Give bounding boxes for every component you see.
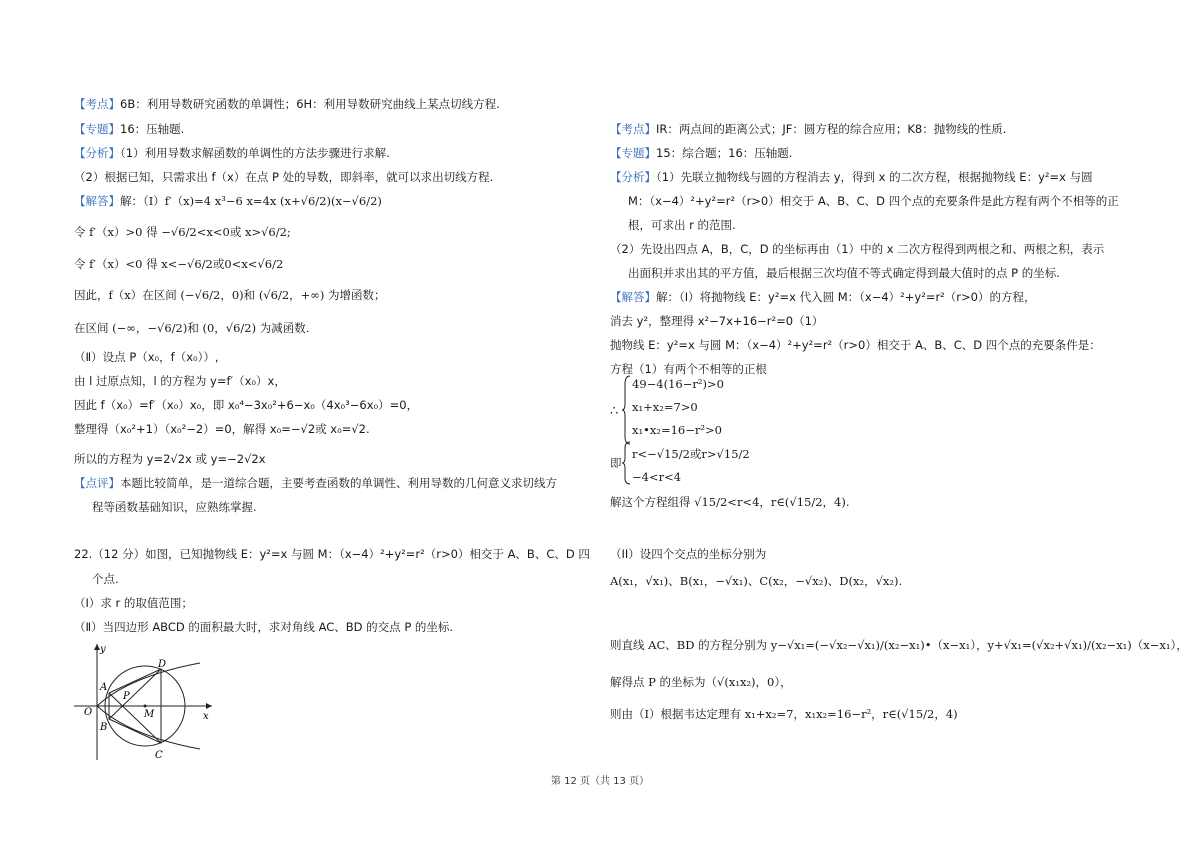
jieda-text-7: 由 l 过原点知，l 的方程为 y=f′（x₀）x， [74, 374, 286, 388]
system-2-eq-2: −4<r<4 [632, 470, 682, 484]
zhuanti-tag: 【专题】 [610, 146, 656, 160]
page-footer: 第 12 页（共 13 页） [550, 776, 650, 787]
question-22-part-1: （Ⅰ）求 r 的取值范围； [74, 596, 193, 610]
figure-label-b: B [100, 722, 108, 733]
fenxi-text-2: M：（x−4）²+y²=r²（r>0）相交于 A、B、C、D 四个点的充要条件是此方程有两个不相等的正 [628, 194, 1119, 208]
jieda-text-10: 所以的方程为 y=2√2x 或 y=−2√2x [74, 452, 266, 466]
dianping-tag: 【点评】 [74, 476, 120, 490]
fenxi-text-1: （1）利用导数求解函数的单调性的方法步骤进行求解. [120, 146, 390, 160]
zhuanti-text: 15：综合题；16：压轴题. [656, 146, 793, 160]
jieda-text-5: 在区间 (−∞，−√6/2)和 (0，√6/2) 为减函数. [74, 321, 310, 335]
zhuanti-line-right [610, 145, 792, 161]
figure-label-d: D [158, 659, 167, 670]
question-22-line-1: 22.（12 分）如图，已知抛物线 E：y²=x 与圆 M：（x−4）²+y²=r²（r>0）相交于 A、B、C、D 四 [74, 547, 590, 561]
jieda-line-left [74, 193, 382, 209]
jieda-text-8: 因此 f（x₀）=f′（x₀）x₀，即 x₀⁴−3x₀²+6−x₀（4x₀³−6x₀）=0， [74, 398, 419, 412]
kaodian-line-right [610, 121, 1006, 137]
jieda-tag: 【解答】 [74, 194, 120, 208]
system-1-eq-1: 49−4(16−r²)>0 [632, 377, 724, 391]
question-22-line-2: 个点. [92, 572, 119, 586]
kaodian-text: IR：两点间的距离公式；JF：圆方程的综合应用；K8：抛物线的性质. [656, 122, 1007, 136]
kaodian-text: 6B：利用导数研究函数的单调性；6H：利用导数研究曲线上某点切线方程. [120, 97, 500, 111]
system-1-eq-3: x₁•x₂=16−r²>0 [632, 423, 722, 437]
question-22-part-2: （Ⅱ）当四边形 ABCD 的面积最大时，求对角线 AC、BD 的交点 P 的坐标. [74, 620, 454, 634]
system-brace-2 [622, 440, 632, 486]
kaodian-line-left [74, 96, 500, 112]
fenxi-tag: 【分析】 [74, 146, 120, 160]
system-1-eq-2: x₁+x₂=7>0 [632, 400, 698, 414]
fenxi-text-3: 根，可求出 r 的范围. [628, 218, 736, 232]
figure-label-p: P [123, 691, 130, 702]
jieda-text-4: 方程（1）有两个不相等的正根 [610, 362, 767, 376]
dianping-text-2: 程等函数基础知识，应熟练掌握. [92, 500, 257, 514]
jieda-text-3: 抛物线 E：y²=x 与圆 M：（x−4）²+y²=r²（r>0）相交于 A、B、C、D 四个点的充要条件是： [610, 338, 1101, 352]
zhuanti-line-left [74, 121, 184, 137]
fenxi-text-4: （2）先设出四点 A，B，C，D 的坐标再由（1）中的 x 二次方程得到两根之和、两根之积，表示 [610, 242, 1105, 256]
jieda-line-right [610, 289, 1035, 305]
jieda-text-4: 因此，f（x）在区间 (−√6/2，0)和 (√6/2，+∞) 为增函数； [74, 288, 386, 302]
figure-label-c: C [155, 750, 163, 761]
part2-text-1: （II）设四个交点的坐标分别为 [610, 547, 767, 561]
system-brace-1 [622, 374, 632, 446]
center-point-m [144, 705, 147, 708]
jieda-text-2: 令 f′（x）>0 得 −√6/2<x<0或 x>√6/2; [74, 225, 291, 239]
figure-label-y: y [100, 644, 106, 655]
jieda-text-1: 解：（Ⅰ）将抛物线 E：y²=x 代入圆 M：（x−4）²+y²=r²（r>0）的方程， [656, 290, 1036, 304]
x-axis-arrow [206, 703, 212, 709]
dianping-line-left [74, 475, 557, 491]
therefore-symbol: ∴ [610, 404, 619, 419]
fenxi-line-left [74, 145, 390, 161]
jieda-text-1: 解：（Ⅰ）f′（x)=4 x³−6 x=4x (x+√6/2)(x−√6/2) [120, 194, 382, 208]
system-2-eq-1: r<−√15/2或r>√15/2 [632, 447, 750, 461]
part2-text-5: 则由（I）根据韦达定理有 x₁+x₂=7，x₁x₂=16−r²，r∈(√15/2，4) [610, 707, 958, 721]
jieda-text-2: 消去 y²，整理得 x²−7x+16−r²=0（1） [610, 314, 824, 328]
fenxi-tag: 【分析】 [610, 170, 656, 184]
dianping-text-1: 本题比较简单，是一道综合题，主要考查函数的单调性、利用导数的几何意义求切线方 [120, 476, 557, 490]
fenxi-line-right [610, 169, 1093, 185]
kaodian-tag: 【考点】 [74, 97, 120, 111]
fenxi-text-1: （1）先联立抛物线与圆的方程消去 y，得到 x 的二次方程，根据抛物线 E：y²=x 与圆 [656, 170, 1093, 184]
zhuanti-tag: 【专题】 [74, 122, 120, 136]
figure-label-a: A [100, 682, 108, 693]
kaodian-tag: 【考点】 [610, 122, 656, 136]
figure-label-x: x [203, 711, 209, 722]
zhuanti-text: 16：压轴题. [120, 122, 185, 136]
jieda-text-9: 整理得（x₀²+1）（x₀²−2）=0，解得 x₀=−√2或 x₀=√2. [74, 422, 370, 436]
jieda-text-6: （Ⅱ）设点 P（x₀，f（x₀））, [74, 350, 219, 364]
fenxi-text-5: 出面积并求出其的平方值，最后根据三次均值不等式确定得到最大值时的点 P 的坐标. [628, 266, 1060, 280]
parabola-circle-figure [70, 640, 220, 765]
figure-label-m: M [144, 709, 155, 720]
ji-label: 即 [610, 456, 622, 470]
part2-text-4: 解得点 P 的坐标为（√(x₁x₂)，0）， [610, 675, 792, 689]
part2-text-2: A(x₁，√x₁)、B(x₁，−√x₁)、C(x₂，−√x₂)、D(x₂，√x₂). [610, 574, 903, 588]
jieda-text-3: 令 f′（x）<0 得 x<−√6/2或0<x<√6/2 [74, 257, 284, 271]
figure-label-o: O [84, 707, 93, 718]
fenxi-text-2: （2）根据已知，只需求出 f（x）在点 P 处的导数，即斜率，就可以求出切线方程. [74, 170, 494, 184]
part2-text-3: 则直线 AC、BD 的方程分别为 y−√x₁=(−√x₂−√x₁)/(x₂−x₁)•（x−x₁），y+√x₁=(√x₂+√x₁)/(x₂−x₁)（x−x₁）， [610, 638, 1188, 652]
jieda-tag: 【解答】 [610, 290, 656, 304]
jieda-text-5: 解这个方程组得 √15/2<r<4，r∈(√15/2，4). [610, 495, 850, 509]
